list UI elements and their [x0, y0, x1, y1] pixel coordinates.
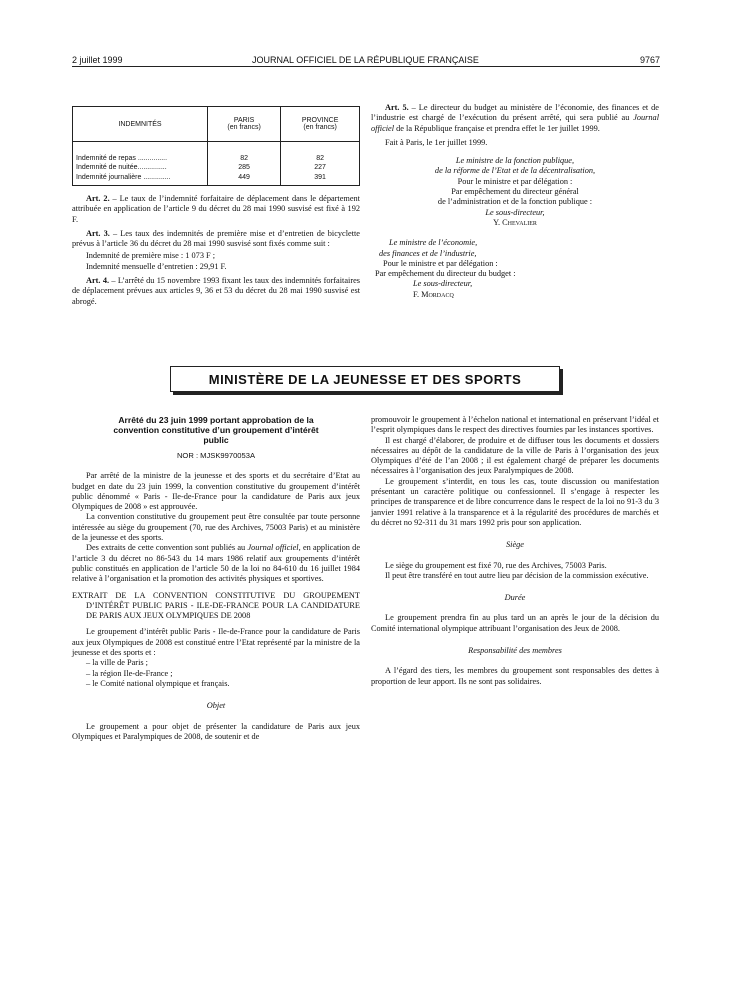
paragraph: promouvoir le groupement à l’échelon national et international en préservant l’idéal et l’esprit olympiques dans le respect des directives fournies par les instances sportives. [371, 415, 659, 435]
row-label: Indemnité journalière .............. [76, 173, 171, 181]
paragraph: Il peut être transféré en tout autre lieu par décision de la commission exécutive. [385, 570, 649, 580]
article-text: – Le directeur du budget au ministère de l’économie, des finances et de l’industrie est chargé de l’exécution du présent arrêté, qui sera publié au [371, 103, 659, 123]
text: en application de l’article 3 du décret no 86-543 du 14 mars 1986 relatif aux groupements d’intérêt public constitués en application de l’article 50 de la loi no 84-610 du 16 juillet 1984 relative à l’organisation et la promotion des activités physiques et sportives. [72, 543, 361, 584]
cell-value: 285 [238, 164, 250, 171]
row-label: Indemnité de nuitée............... [76, 164, 167, 171]
page-number: 9767 [639, 55, 660, 65]
signature-line: Le ministre de la fonction publique, [455, 156, 575, 166]
indemnity-table [72, 106, 360, 186]
signature-line: Le sous-directeur, [485, 207, 545, 217]
signature-line: de l’administration et de la fonction publique : [437, 197, 593, 207]
right-top-column [371, 103, 659, 300]
signature-line: Pour le ministre et par délégation : [457, 176, 573, 186]
article-label: Art. 5. [385, 103, 409, 112]
list-item: – la ville de Paris ; [86, 658, 148, 668]
section-heading: Responsabilité des membres [468, 646, 562, 656]
table-paris-values [208, 142, 281, 186]
signature-line: Le ministre de l’économie, [389, 238, 478, 248]
journal-ref: Journal officiel, [247, 543, 301, 553]
signatory-name: Y. Chevalier [493, 217, 537, 227]
signature-line: Le sous-directeur, [413, 279, 473, 289]
ministry-banner [170, 366, 560, 392]
table-header-province [281, 107, 360, 142]
article-label: Art. 4. [86, 276, 110, 286]
cell-value: 82 [240, 154, 248, 162]
cell-value: 82 [316, 154, 324, 162]
list-item: Indemnité mensuelle d’entretien : 29,91 F. [86, 261, 227, 271]
section-heading: Durée [504, 593, 526, 603]
table-labels [73, 142, 208, 186]
article-2 [72, 194, 360, 225]
cell-value: 227 [314, 164, 326, 171]
article-3 [72, 229, 360, 250]
paragraph: A l’égard des tiers, les membres du groupement sont responsables des dettes à proportion de leur apport. Ils ne sont pas solidaires. [371, 666, 659, 686]
list-item: – la région Ile-de-France ; [86, 668, 173, 678]
article-5 [371, 103, 659, 134]
signature-line: des finances et de l’industrie, [379, 248, 477, 258]
paragraph: Le siège du groupement est fixé 70, rue des Archives, 75003 Paris. [385, 560, 607, 570]
article-text: – Le taux de l’indemnité forfaitaire de déplacement dans le département attribuée en application de l’article 9 du décret du 28 mai 1990 susvisé est fixé à 192 F. [72, 194, 360, 224]
left-top-column [72, 194, 360, 307]
list-item: Indemnité de première mise : 1 073 F ; [86, 251, 216, 261]
article-text: – Les taux des indemnités de première mise et d’entretien de bicyclette prévus à l’article 36 du décret du 28 mai 1990 susvisé sont fixés comme suit : [72, 228, 360, 249]
paragraph: Par arrêté de la ministre de la jeunesse et des sports et du secrétaire d’Etat au budget en date du 23 juin 1999, la convention constitutive du groupement d’intérêt public dénommé « Paris - Ile-de-France pour la candidature de Paris aux jeux Olympiques de 2008 » est approuvée. [72, 471, 360, 512]
article-4 [72, 276, 360, 307]
signature-line: Par empêchement du directeur du budget : [375, 269, 516, 279]
right-bottom-column [371, 415, 659, 687]
paris-unit: (en francs) [227, 124, 261, 131]
row-label: Indemnité de repas ............... [76, 154, 168, 162]
cell-value: 449 [238, 173, 250, 181]
paragraph: La convention constitutive du groupement peut être consultée par toute personne intéressée au siège du groupement (70, rue des Archives, 75003 Paris) et au ministère de la jeunesse et des sports. [72, 512, 360, 543]
signature-line: de la réforme de l’Etat et de la décentralisation, [434, 166, 596, 176]
journal-ref: Journal officiel [371, 113, 659, 133]
paragraph: Le groupement s’interdit, en tous les cas, toute discussion ou manifestation présentant un caractère politique ou confessionnel. Il s’engage à respecter les principes de transparence et de libre concurrence dans le respect de la loi no 91-3 du 3 janvier 1991 relative à la transparence et à la régularité des procédures de marchés et du décret no 92-311 du 31 mars 1992 pris pour son application. [371, 476, 659, 527]
province-label: PROVINCE [301, 117, 339, 124]
table-header-indemnites: INDEMNITÉS [73, 107, 208, 142]
extract-heading: EXTRAIT DE LA CONVENTION CONSTITUTIVE DU GROUPEMENT D’INTÉRÊT PUBLIC PARIS - ILE-DE-FRANCE POUR LA CANDIDATURE DE PARIS AUX JEUX OLYMPIQUES DE 2008 [72, 590, 360, 621]
article-text: – L’arrêté du 15 novembre 1993 fixant les taux des indemnités forfaitaires de déplacement prévues aux articles 9, 36 et 53 du décret du 28 mai 1990 susvisé est abrogé. [72, 276, 360, 306]
section-heading: Objet [206, 701, 226, 711]
paragraph: Le groupement prendra fin au plus tard un an après le jour de la décision du Comité international olympique attribuant l’organisation des Jeux de 2008. [371, 613, 659, 633]
signatory-name: F. Mordacq [413, 289, 454, 299]
paris-label: PARIS [233, 117, 255, 124]
paragraph: Le groupement d’intérêt public Paris - Ile-de-France pour la candidature de Paris aux jeux Olympiques de 2008 est constitué entre l’Etat représenté par la ministre de la jeunesse et des sports et : [72, 627, 360, 658]
page-date: 2 juillet 1999 [72, 55, 123, 65]
province-unit: (en francs) [303, 124, 337, 131]
table-province-values [281, 142, 360, 186]
left-bottom-column [72, 415, 360, 742]
signature-line: Pour le ministre et par délégation : [383, 258, 498, 268]
paragraph [72, 543, 360, 584]
nor-reference: NOR : MJSK9970053A [176, 451, 256, 460]
paragraph: Il est chargé d’élaborer, de produire et de diffuser tous les documents et dossiers nécessaires au dépôt de la candidature de la ville de Paris à l’organisation des jeux Olympiques d’été de l’an 2008 ; il est également chargé de préparer les documents nécessaires à l’organisation des jeux Paralympiques de 2008. [371, 435, 659, 476]
article-text: de la République française et prendra effet le 1er juillet 1999. [394, 123, 600, 133]
text: Des extraits de cette convention sont publiés au [86, 543, 248, 553]
journal-title: JOURNAL OFFICIEL DE LA RÉPUBLIQUE FRANÇAISE [252, 55, 479, 65]
article-label: Art. 3. [86, 228, 110, 238]
section-heading: Siège [506, 540, 524, 550]
signature-block-1 [371, 156, 659, 228]
list-item: – le Comité national olympique et français. [86, 678, 230, 688]
decree-title: Arrêté du 23 juin 1999 portant approbation de la convention constitutive d’un groupement d’intérêt public [113, 415, 319, 445]
fait-line: Fait à Paris, le 1er juillet 1999. [385, 137, 488, 147]
article-label: Art. 2. [86, 194, 110, 203]
paragraph: Le groupement a pour objet de présenter la candidature de Paris aux jeux Olympiques et Paralympiques de 2008, de soutenir et de [72, 721, 360, 741]
header-rule [72, 66, 660, 67]
signature-line: Par empêchement du directeur général [451, 187, 579, 197]
table-header-paris [208, 107, 281, 142]
ministry-title: MINISTÈRE DE LA JEUNESSE ET DES SPORTS [208, 371, 522, 387]
cell-value: 391 [314, 173, 326, 181]
signature-block-2 [371, 238, 659, 300]
